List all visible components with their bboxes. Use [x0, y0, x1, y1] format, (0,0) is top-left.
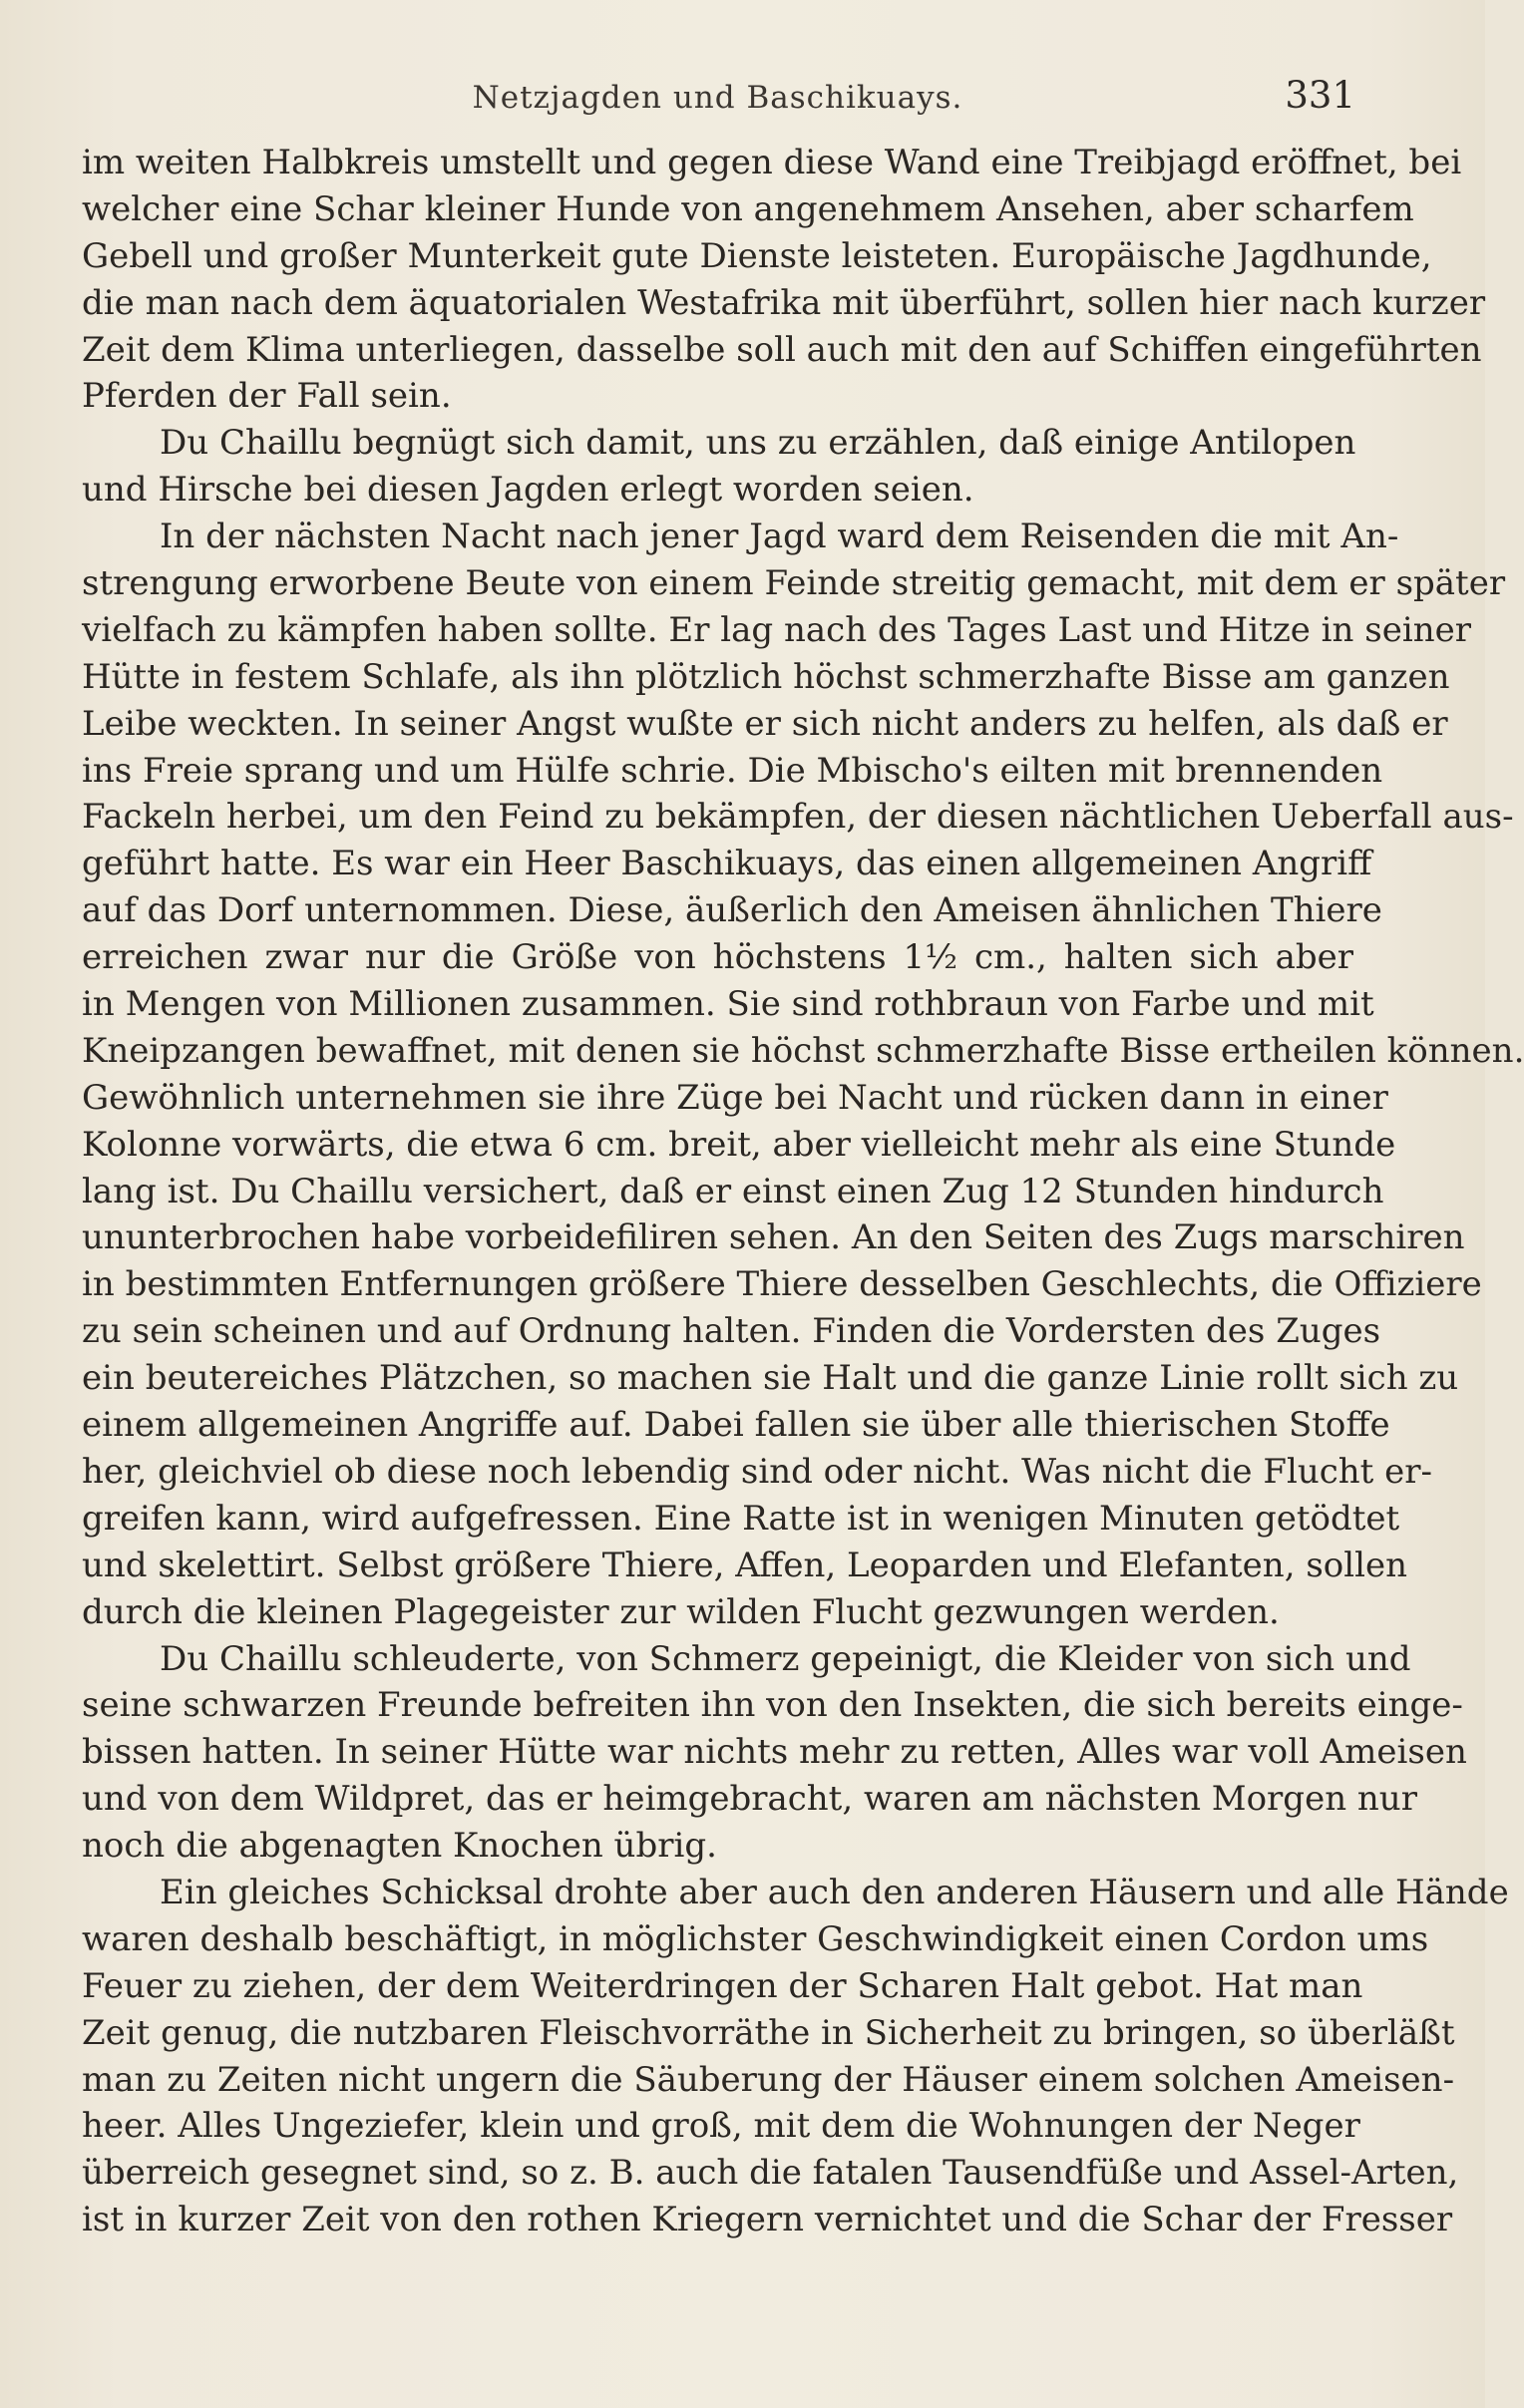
text-line: Hütte in festem Schlafe, als ihn plötzlich höchst schmerzhafte Bisse am ganzen	[82, 656, 1450, 697]
text-line: ununterbrochen habe vorbeidefiliren sehen. An den Seiten des Zugs marschiren	[82, 1217, 1465, 1258]
text-line: In der nächsten Nacht nach jener Jagd ward dem Reisenden die mit An-	[160, 516, 1399, 557]
text-line: erreichen zwar nur die Größe von höchstens 1½ cm., halten sich aber	[82, 937, 1353, 978]
text-line: her, gleichviel ob diese noch lebendig sind oder nicht. Was nicht die Flucht er-	[82, 1451, 1432, 1492]
text-line: waren deshalb beschäftigt, in möglichster Geschwindigkeit einen Cordon ums	[82, 1918, 1429, 1959]
text-line: bissen hatten. In seiner Hütte war nichts mehr zu retten, Alles war voll Ameisen	[82, 1732, 1467, 1773]
text-line: ist in kurzer Zeit von den rothen Kriegern vernichtet und die Schar der Fresser	[82, 2200, 1453, 2240]
text-line: Gewöhnlich unternehmen sie ihre Züge bei Nacht und rücken dann in einer	[82, 1077, 1388, 1118]
text-line: die man nach dem äquatorialen Westafrika mit überführt, sollen hier nach kurzer	[82, 282, 1486, 323]
text-line: ins Freie sprang und um Hülfe schrie. Die Mbischo's eilten mit brennenden	[82, 750, 1383, 791]
text-line: und Hirsche bei diesen Jagden erlegt worden seien.	[82, 470, 974, 511]
text-line: noch die abgenagten Knochen übrig.	[82, 1826, 717, 1867]
text-line: auf das Dorf unternommen. Diese, äußerlich den Ameisen ähnlichen Thiere	[82, 890, 1382, 931]
text-line: heer. Alles Ungeziefer, klein und groß, mit dem die Wohnungen der Neger	[82, 2106, 1360, 2147]
text-line: zu sein scheinen und auf Ordnung halten. Finden die Vordersten des Zuges	[82, 1311, 1381, 1352]
text-line: in Mengen von Millionen zusammen. Sie sind rothbraun von Farbe und mit	[82, 984, 1374, 1025]
text-line: im weiten Halbkreis umstellt und gegen diese Wand eine Treibjagd eröffnet, bei	[82, 143, 1462, 182]
text-line: Fackeln herbei, um den Feind zu bekämpfen, der diesen nächtlichen Ueberfall aus-	[82, 797, 1514, 838]
text-line: Gebell und großer Munterkeit gute Dienste leisteten. Europäische Jagdhunde,	[82, 235, 1432, 276]
text-line: greifen kann, wird aufgefressen. Eine Ratte ist in wenigen Minuten getödtet	[82, 1498, 1400, 1539]
text-line: geführt hatte. Es war ein Heer Baschikuays, das einen allgemeinen Angriff	[82, 844, 1372, 884]
page-header	[80, 74, 1355, 122]
text-line: Pferden der Fall sein.	[82, 376, 452, 417]
running-head: Netzjagden und Baschikuays.	[472, 80, 963, 116]
text-line: überreich gesegnet sind, so z. B. auch die fatalen Tausendfüße und Assel-Arten,	[82, 2153, 1459, 2194]
text-line: durch die kleinen Plagegeister zur wilden Flucht gezwungen werden.	[82, 1591, 1280, 1632]
text-line: Du Chaillu schleuderte, von Schmerz gepeinigt, die Kleider von sich und	[160, 1638, 1411, 1679]
text-line: in bestimmten Entfernungen größere Thiere desselben Geschlechts, die Offiziere	[82, 1264, 1482, 1305]
text-line: Zeit dem Klima unterliegen, dasselbe soll auch mit den auf Schiffen eingeführten	[82, 329, 1482, 370]
text-line: strengung erworbene Beute von einem Feinde streitig gemacht, mit dem er später	[82, 563, 1506, 604]
text-line: lang ist. Du Chaillu versichert, daß er einst einen Zug 12 Stunden hindurch	[82, 1171, 1384, 1211]
body-text	[82, 140, 1524, 2243]
text-line: seine schwarzen Freunde befreiten ihn von den Insekten, die sich bereits einge-	[82, 1685, 1463, 1726]
text-line: Du Chaillu begnügt sich damit, uns zu erzählen, daß einige Antilopen	[160, 423, 1356, 464]
text-line: ein beutereiches Plätzchen, so machen sie Halt und die ganze Linie rollt sich zu	[82, 1358, 1459, 1399]
text-line: Zeit genug, die nutzbaren Fleischvorräthe in Sicherheit zu bringen, so überläßt	[82, 2012, 1455, 2053]
text-line: man zu Zeiten nicht ungern die Säuberung der Häuser einem solchen Ameisen-	[82, 2059, 1455, 2100]
text-line: Kolonne vorwärts, die etwa 6 cm. breit, aber vielleicht mehr als eine Stunde	[82, 1124, 1396, 1165]
text-line: Leibe weckten. In seiner Angst wußte er sich nicht anders zu helfen, als daß er	[82, 703, 1448, 744]
text-line: einem allgemeinen Angriffe auf. Dabei fallen sie über alle thierischen Stoffe	[82, 1405, 1390, 1446]
text-line: Feuer zu ziehen, der dem Weiterdringen der Scharen Halt gebot. Hat man	[82, 1965, 1363, 2006]
text-line: welcher eine Schar kleiner Hunde von angenehmem Ansehen, aber scharfem	[82, 188, 1414, 229]
page-number: 331	[1285, 74, 1355, 117]
text-line: und skelettirt. Selbst größere Thiere, Affen, Leoparden und Elefanten, sollen	[82, 1545, 1408, 1585]
text-line: und von dem Wildpret, das er heimgebracht, waren am nächsten Morgen nur	[82, 1779, 1417, 1820]
text-line: vielfach zu kämpfen haben sollte. Er lag nach des Tages Last und Hitze in seiner	[82, 609, 1471, 650]
text-line: Kneipzangen bewaffnet, mit denen sie höchst schmerzhafte Bisse ertheilen können.	[82, 1030, 1524, 1071]
text-line: Ein gleiches Schicksal drohte aber auch den anderen Häusern und alle Hände	[160, 1872, 1509, 1912]
